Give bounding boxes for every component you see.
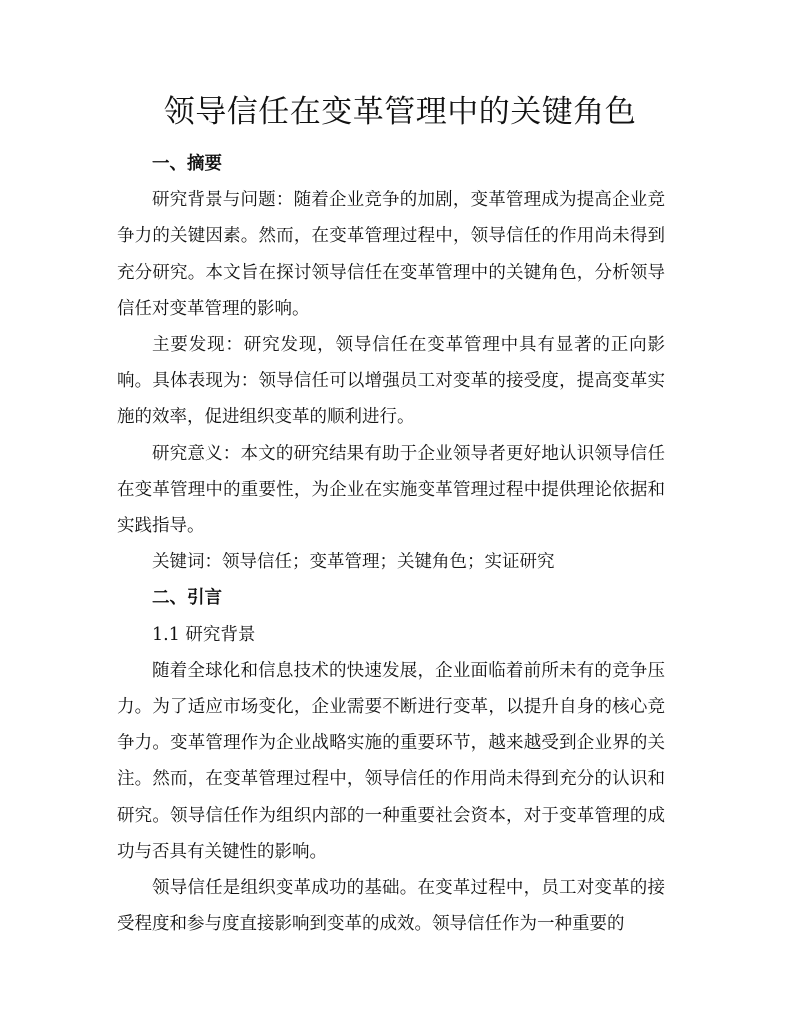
document-title: 领导信任在变革管理中的关键角色 (163, 94, 637, 130)
intro-paragraph-2: 领导信任是组织变革成功的基础。在变革过程中，员工对变革的接受程度和参与度直接影响到变革的成效。领导信任作为一种重要的 (117, 878, 665, 935)
section-heading-intro: 二、引言 (152, 588, 222, 609)
abstract-significance-paragraph: 研究意义：本文的研究结果有助于企业领导者更好地认识领导信任在变革管理中的重要性，为企业在实施变革管理过程中提供理论依据和实践指导。 (117, 443, 665, 537)
document-body (117, 146, 665, 942)
intro-paragraph-1: 随着全球化和信息技术的快速发展，企业面临着前所未有的竞争压力。为了适应市场变化，企业需要不断进行变革，以提升自身的核心竞争力。变革管理作为企业战略实施的重要环节，越来越受到企业界的关注。然而，在变革管理过程中，领导信任的作用尚未得到充分的认识和研究。领导信任作为组织内部的一种重要社会资本，对于变革管理的成功与否具有关键性的影响。 (117, 660, 665, 862)
keywords-line: 关键词：领导信任；变革管理；关键角色；实证研究 (152, 552, 555, 573)
section-heading-abstract: 一、摘要 (152, 154, 222, 174)
abstract-findings-paragraph: 主要发现：研究发现，领导信任在变革管理中具有显著的正向影响。具体表现为：领导信任可以增强员工对变革的接受度，提高变革实施的效率，促进组织变革的顺利进行。 (117, 335, 665, 428)
subsection-heading-background: 1.1 研究背景 (152, 624, 256, 645)
abstract-background-paragraph: 研究背景与问题：随着企业竞争的加剧，变革管理成为提高企业竞争力的关键因素。然而，在变革管理过程中，领导信任的作用尚未得到充分研究。本文旨在探讨领导信任在变革管理中的关键角色，分析领导信任对变革管理的影响。 (117, 190, 665, 319)
